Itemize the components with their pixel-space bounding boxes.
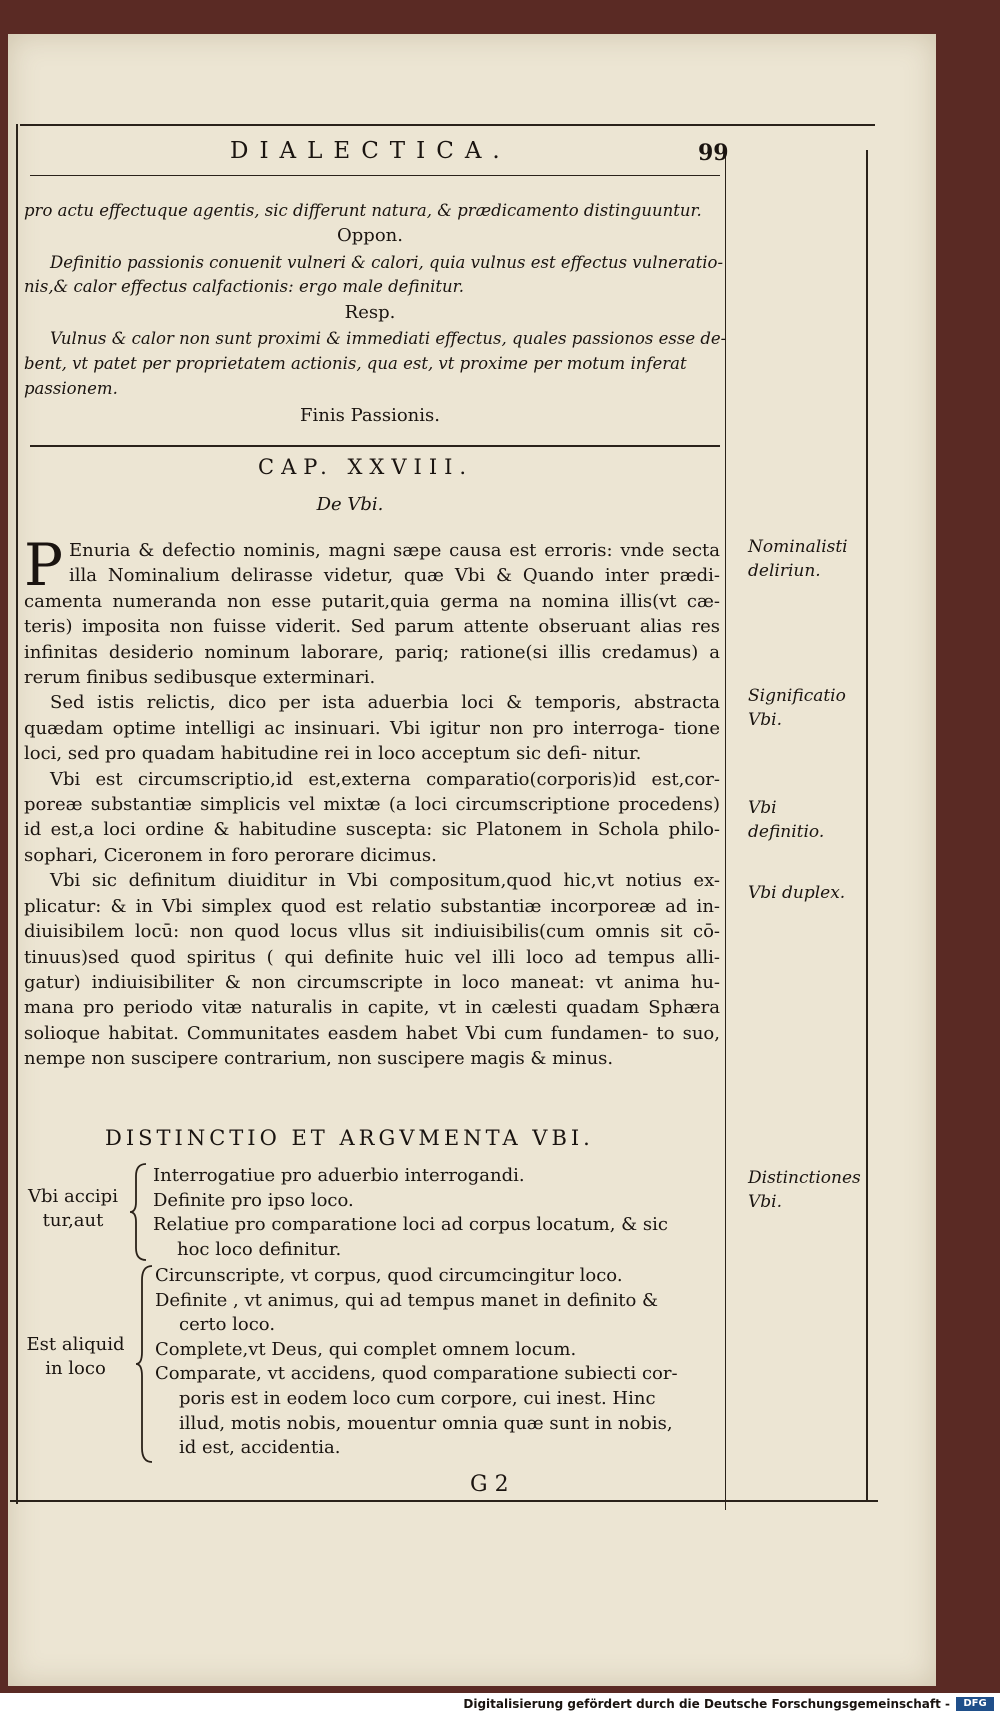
resp-line-2: bent, vt patet per proprietatem actionis, qua est, vt proxime per motum inferat	[24, 354, 687, 373]
resp-line-1: Vulnus & calor non sunt proximi & immediati effectus, quales passionos esse de-	[50, 329, 727, 348]
group1-brace	[128, 1162, 150, 1262]
group2-brace	[134, 1264, 156, 1464]
head-rule	[30, 175, 720, 176]
margin-note-significatio: Significatio Vbi.	[748, 686, 846, 730]
oppon-line-1: Definitio passionis conuenit vulneri & calori, quia vulnus est effectus vulneratio-	[50, 253, 724, 272]
group1-label-line-1: Vbi accipi	[28, 1186, 118, 1207]
margin-note-definitio: Vbi definitio.	[748, 798, 825, 842]
chapter-body	[24, 531, 720, 1072]
group1-item-1: Interrogatiue pro aduerbio interrogandi.	[153, 1165, 525, 1186]
p1-line-5: infinitas desiderio nominum laborare, pariq; ratione(si illis credamus)	[24, 641, 699, 663]
top-rule	[20, 124, 875, 126]
paragraph-1	[24, 531, 720, 690]
oppon-heading: Oppon.	[337, 225, 403, 246]
p1-line-2: illa Nominalium delirasse videtur, quæ Vbi & Quando inter prædi-	[69, 565, 720, 587]
finis-line: Finis Passionis.	[300, 405, 440, 426]
p4-line-9: minus.	[552, 1048, 614, 1070]
footer-text: Digitalisierung gefördert durch die Deutsche Forschungsgemeinschaft -	[463, 1697, 950, 1711]
bottom-rule	[10, 1500, 878, 1502]
drop-cap: P	[24, 531, 64, 599]
margin-note-nominalisti: Nominalisti deliriun.	[748, 537, 848, 581]
paragraph-2	[24, 690, 720, 766]
margin-rule-left	[725, 150, 726, 1510]
group1-label-line-2: tur,aut	[42, 1210, 104, 1231]
p3-line-4: sophari, Ciceronem in foro perorare dicimus.	[24, 844, 437, 866]
group2-label	[18, 1333, 133, 1381]
resp-heading: Resp.	[344, 302, 396, 323]
continuation-line: pro actu effectuque agentis, sic differunt natura, & prædicamento distinguuntur.	[24, 201, 702, 220]
group1-items	[153, 1164, 723, 1262]
group2-item-1: Circunscripte, vt corpus, quod circumcingitur loco.	[155, 1265, 623, 1286]
p4-line-5: gatur) indiuisibiliter & non circumscripte in loco maneat: vt anima hu-	[24, 971, 720, 993]
margin-note-duplex: Vbi duplex.	[748, 883, 846, 903]
group1-item-3: Relatiue pro comparatione loci ad corpus locatum, & sic	[153, 1214, 668, 1236]
p1-line-3: camenta numeranda non esse putarit,quia germa na nomina illis(vt cæ-	[24, 590, 720, 612]
p2-line-2: quædam optime intelligi ac insinuari. Vbi igitur non pro interroga-	[24, 717, 665, 739]
page-rule-left	[16, 124, 18, 1504]
p2-line-1: Sed istis relictis, dico per ista aduerbia loci & temporis, abstracta	[50, 692, 720, 714]
distinctions-title: DISTINCTIO ET ARGVMENTA VBI.	[105, 1126, 594, 1150]
running-head: DIALECTICA.	[230, 138, 511, 164]
group2-item-4: Complete,vt Deus, qui complet omnem locum.	[155, 1338, 577, 1360]
p4-line-3: diuisibilem locū: non quod locus vllus sit indiuisibilis(cum omnis sit cō-	[24, 921, 720, 943]
p4-line-7: solioque habitat. Communitates easdem habet Vbi cum fundamen-	[24, 1022, 649, 1044]
group2-item-3: certo loco.	[179, 1314, 276, 1336]
p3-line-1: Vbi est circumscriptio,id est,externa comparatio(corporis)id est,cor-	[50, 768, 720, 790]
p2-line-3: tione loci, sed pro quadam habitudine rei in loco acceptum sic defi-	[24, 717, 720, 765]
p3-line-2: poreæ substantiæ simplicis vel mixtæ (a loci circumscriptione procedens)	[24, 794, 720, 816]
digitization-footer	[0, 1693, 1000, 1715]
chapter-subtitle: De Vbi.	[316, 494, 384, 515]
margin-note-distinctiones: Distinctiones Vbi.	[748, 1168, 861, 1212]
group2-item-8: id est, accidentia.	[179, 1437, 341, 1459]
group2-item-2: Definite , vt animus, qui ad tempus manet in definito &	[155, 1289, 659, 1311]
group2-item-6: poris est in eodem loco cum corpore, cui inest. Hinc	[179, 1387, 656, 1409]
group2-label-line-1: Est aliquid	[26, 1334, 125, 1355]
chapter-title: CAP. XXVIII.	[258, 455, 474, 479]
group1-item-4: hoc loco definitur.	[177, 1238, 342, 1260]
p2-line-4: nitur.	[592, 743, 642, 765]
p4-line-4: tinuus)sed quod spiritus ( qui definite huic vel illi loco ad tempus alli-	[24, 946, 720, 968]
p3-line-3: id est,a loci ordine & habitudine suscepta: sic Platonem in Schola philo-	[24, 819, 720, 841]
paragraph-3	[24, 767, 720, 869]
group2-items	[155, 1264, 725, 1461]
p1-line-6: a rerum finibus sedibusque exterminari.	[24, 641, 720, 689]
p1-line-1: Enuria & defectio nominis, magni sæpe causa est erroris: vnde secta	[69, 540, 720, 561]
section-rule	[30, 445, 720, 447]
p1-line-4: teris) imposita non fuisse viderit. Sed parum attente obseruant alias res	[24, 616, 720, 638]
resp-line-3: passionem.	[24, 379, 118, 398]
group1-label	[18, 1185, 128, 1233]
p4-line-6: mana pro periodo vitæ naturalis in capite, vt in cælesti quadam Sphæra	[24, 997, 720, 1019]
signature-mark: G 2	[470, 1472, 509, 1497]
dfg-logo: DFG	[956, 1697, 994, 1711]
p4-line-2: plicatur: & in Vbi simplex quod est relatio substantiæ incorporeæ ad in-	[24, 895, 720, 917]
group2-item-5: Comparate, vt accidens, quod comparatione subiecti cor-	[155, 1363, 678, 1385]
group2-item-7: illud, motis nobis, mouentur omnia quæ sunt in nobis,	[179, 1412, 673, 1434]
paragraph-4	[24, 868, 720, 1071]
page-number: 99	[698, 140, 729, 166]
oppon-line-2: nis,& calor effectus calfactionis: ergo male definitur.	[24, 277, 464, 296]
margin-rule-right	[866, 150, 868, 1502]
group1-item-2: Definite pro ipso loco.	[153, 1189, 354, 1211]
group2-label-line-2: in loco	[45, 1358, 106, 1379]
p4-line-1: Vbi sic definitum diuiditur in Vbi compositum,quod hic,vt notius ex-	[50, 870, 720, 892]
p4-line-8: to suo, nempe non suscipere contrarium, non suscipere magis &	[24, 1022, 720, 1070]
